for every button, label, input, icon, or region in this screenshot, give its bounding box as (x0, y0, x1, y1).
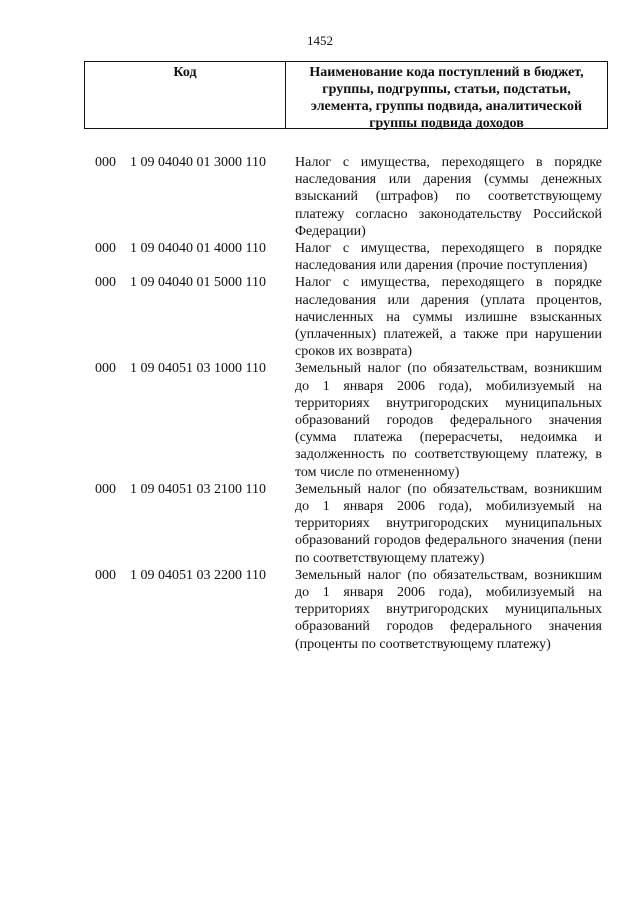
row-income-code: 1 09 04051 03 1000 110 (130, 361, 266, 377)
row-admin-code: 000 (95, 275, 116, 291)
row-income-code: 1 09 04051 03 2200 110 (130, 567, 266, 583)
table-body (0, 154, 640, 653)
row-income-code: 1 09 04040 01 5000 110 (130, 275, 266, 291)
header-code-cell: Код (85, 62, 286, 128)
row-income-code: 1 09 04051 03 2100 110 (130, 481, 266, 497)
table-row (0, 481, 640, 567)
row-description: Земельный налог (по обязательствам, возникшим до 1 января 2006 года), мобилизуемый на территориях внутригородских муниципальных образований городов федерального значения (пени по соответствующему платежу) (295, 481, 602, 566)
row-description: Налог с имущества, переходящего в порядке наследования или дарения (прочие поступления) (295, 241, 602, 274)
row-description: Налог с имущества, переходящего в порядке наследования или дарения (уплата процентов, начисленных на суммы излишне взысканных (уплаченных) платежей, а также при нарушении сроков их возврата) (295, 275, 602, 360)
row-income-code: 1 09 04040 01 3000 110 (130, 155, 266, 170)
table-row (0, 567, 640, 653)
row-description: Земельный налог (по обязательствам, возникшим до 1 января 2006 года), мобилизуемый на территориях внутригородских муниципальных образований городов федерального значения (сумма платежа (перерасчеты, недоимка и задолженность по соответствующему платежу, в том числе по отмененному) (295, 361, 602, 480)
row-income-code: 1 09 04040 01 4000 110 (130, 241, 266, 257)
row-admin-code: 000 (95, 241, 116, 257)
table-header (84, 61, 608, 129)
table-row (0, 360, 640, 480)
row-admin-code: 000 (95, 567, 116, 583)
row-description: Земельный налог (по обязательствам, возникшим до 1 января 2006 года), мобилизуемый на территориях внутригородских муниципальных образований городов федерального значения (проценты по соответствующему платежу) (295, 567, 602, 652)
row-admin-code: 000 (95, 155, 116, 170)
table-row (0, 154, 640, 240)
row-description: Налог с имущества, переходящего в порядке наследования или дарения (суммы денежных взысканий (штрафов) по соответствующему платежу согласно законодательству Российской Федерации) (295, 155, 602, 239)
row-admin-code: 000 (95, 481, 116, 497)
header-name-cell: Наименование кода поступлений в бюджет, группы, подгруппы, статьи, подстатьи, элемента, группы подвида, аналитической группы подвида доходов (309, 65, 584, 131)
table-row (0, 240, 640, 274)
table-row (0, 274, 640, 360)
page-number: 1452 (307, 33, 333, 48)
row-admin-code: 000 (95, 361, 116, 377)
